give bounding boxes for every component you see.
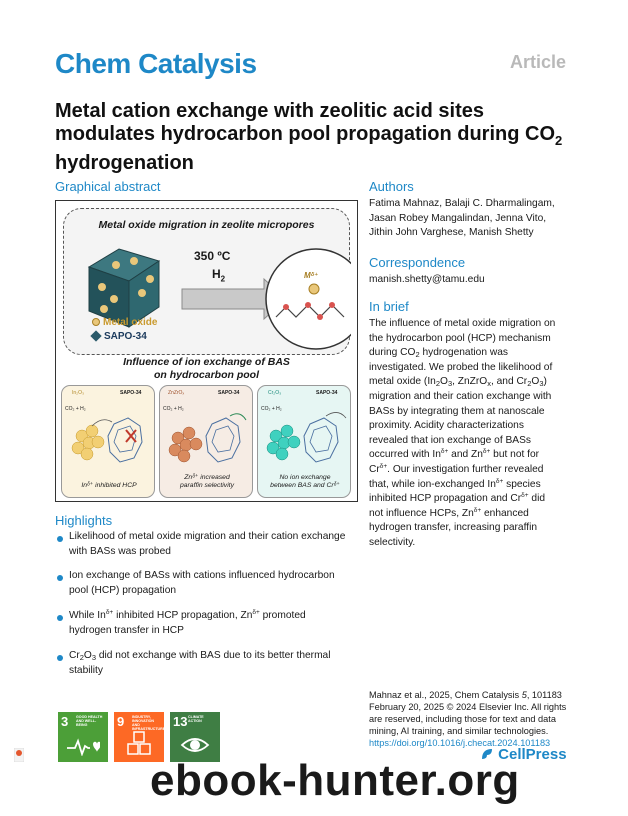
highlight-item: Ion exchange of BASs with cations influenced hydrocarbon pool (HCP) propagation	[69, 570, 335, 596]
ion-exchange-caption: Influence of ion exchange of BAS on hydrocarbon pool	[123, 356, 290, 381]
heartbeat-icon	[66, 736, 100, 756]
reaction-temperature: 350 ºC	[194, 249, 231, 263]
reaction-gas: $H_2$	[212, 267, 226, 284]
bullet-icon	[57, 536, 63, 542]
metal-oxide-icon	[92, 318, 100, 326]
sdg-13-tile: 13 CLIMATE ACTION	[170, 712, 220, 762]
journal-title: Chem Catalysis	[55, 48, 257, 79]
correspondence-heading: Correspondence	[369, 255, 466, 270]
panel-cr2o3: Cr₂O₃ SAPO-34 CO₂ + H₂ No ion exchange between BAS and Crᵟ⁺	[257, 385, 351, 498]
crossmark-icon[interactable]	[14, 748, 24, 762]
authors-list: Fatima Mahnaz, Balaji C. Dharmalingam, Jasan Robey Mangalindan, Jenna Vito, Jithin John Varghese, Manish Shetty	[369, 198, 555, 239]
bullet-icon	[57, 615, 63, 621]
in-brief-text: The influence of metal oxide migration on the hydrocarbon pool (HCP) mechanism during $CO_2$ hydrogenation was investigated. We probed the likelihood of metal oxide ($In_2O_3$, ZnZrO$_x$, and $Cr_2O_3$) migration and their cation exchange with BASs by integrating them at nanoscale proximity. Acidity characterizations revealed that ion exchange of BASs occurred with $In^{\delta+}$ and $Zn^{\delta+}$ but not for $Cr^{\delta+}$. Our investigation further revealed that, while ion-exchanged $In^{\delta+}$ species inhibited HCP propagation and $Cr^{\delta+}$ did not influence HCPs, $Zn^{\delta+}$ enhanced hydrogen transfer, increasing paraffin selectivity.	[369, 318, 556, 548]
correspondence-email[interactable]: manish.shetty@tamu.edu	[369, 274, 485, 285]
migration-caption: Metal oxide migration in zeolite micropores	[98, 219, 315, 231]
graphical-abstract-heading: Graphical abstract	[55, 179, 161, 194]
highlight-item: $Cr_2O_3$ did not exchange with BAS due to its better thermal stability	[69, 650, 331, 676]
cellpress-logo: CellPress	[480, 746, 567, 763]
sapo-icon	[90, 330, 101, 341]
cubes-icon	[126, 730, 154, 758]
watermark: ebook-hunter.org	[150, 756, 520, 805]
bullet-icon	[57, 655, 63, 661]
legend-sapo: SAPO-34	[92, 331, 147, 342]
highlight-item: Likelihood of metal oxide migration and their cation exchange with BASs was probed	[69, 531, 346, 557]
panel2-caption: Znᵟ⁺ increased paraffin selectivity	[179, 474, 235, 489]
panel3-caption: No ion exchange between BAS and Crᵟ⁺	[270, 474, 340, 489]
metal-site-label: Mᵟ⁺	[304, 271, 319, 280]
bullet-icon	[57, 575, 63, 581]
sdg-3-tile: 3 GOOD HEALTH AND WELL-BEING	[58, 712, 108, 762]
legend-metal-oxide: Metal oxide	[92, 317, 157, 328]
sdg-9-tile: 9 INDUSTRY, INNOVATION AND INFRASTRUCTURE	[114, 712, 164, 762]
article-title: Metal cation exchange with zeolitic acid sites modulates hydrocarbon pool propagation during $CO_2$ hydrogenation	[55, 100, 563, 174]
citation-block: Mahnaz et al., 2025, Chem Catalysis 5, 101183 February 20, 2025 © 2024 Elsevier Inc. All rights are reserved, including those for text and data mining, AI training, and similar technologies. https://doi.org/10.1016/j.checat.2024.101183	[369, 690, 567, 748]
doi-link[interactable]: https://doi.org/10.1016/j.checat.2024.101183	[369, 738, 551, 748]
in-brief-heading: In brief	[369, 299, 409, 314]
panel-in2o3: In₂O₃ SAPO-34 CO₂ + H₂ Inᵟ⁺ inhibited HCP	[61, 385, 155, 498]
highlight-item: While $In^{\delta+}$ inhibited HCP propagation, $Zn^{\delta+}$ promoted hydrogen transfer in HCP	[69, 609, 306, 636]
panel-znzrox: ZnZrOₓ SAPO-34 CO₂ + H₂ Znᵟ⁺ increased paraffin selectivity	[159, 385, 253, 498]
migration-panel	[63, 208, 350, 355]
authors-heading: Authors	[369, 179, 414, 194]
highlights-heading: Highlights	[55, 513, 113, 528]
graphical-abstract	[55, 200, 358, 502]
article-type-label: Article	[509, 52, 566, 72]
